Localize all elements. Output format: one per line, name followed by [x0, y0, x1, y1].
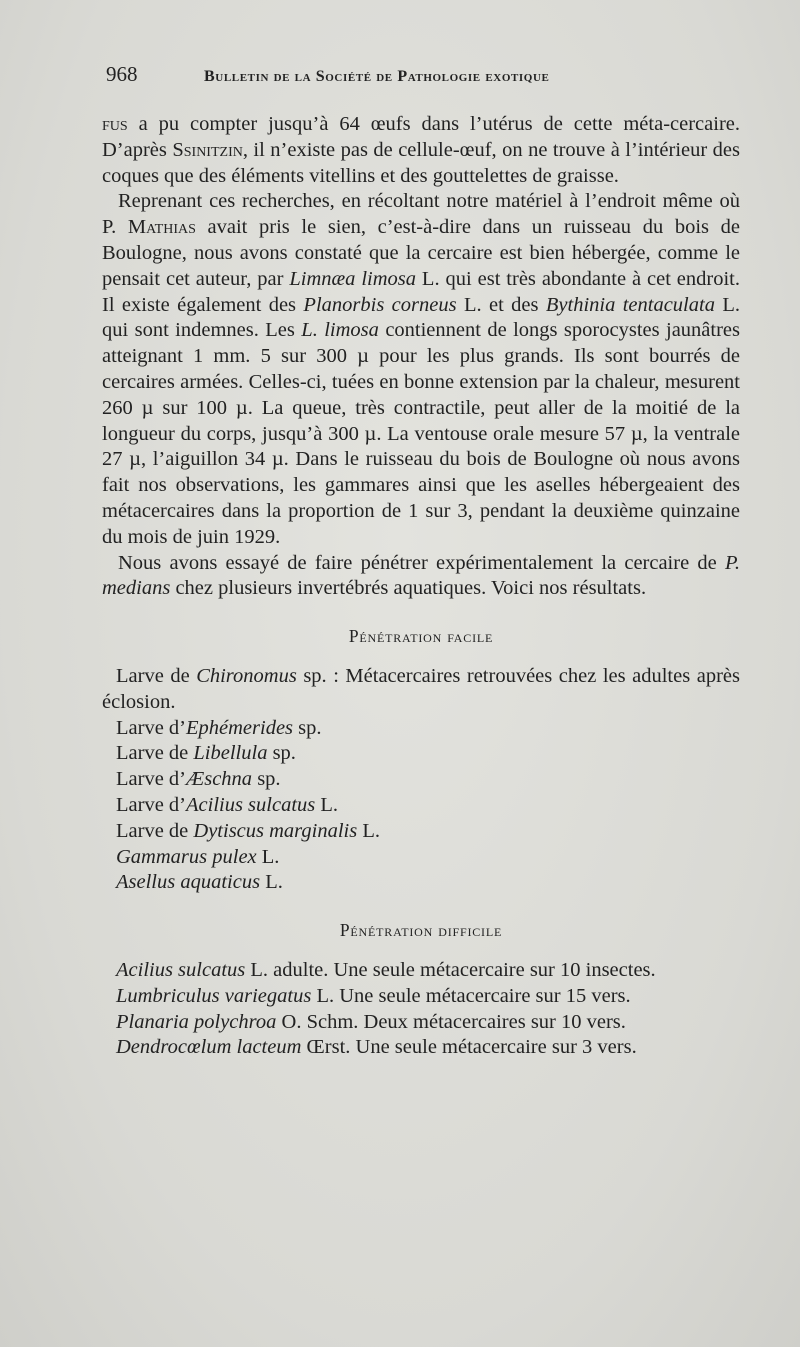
list-item: Larve de Libellula sp. — [116, 742, 296, 765]
list-item: Larve d’Ephémerides sp. — [116, 716, 322, 739]
list-item: Larve d’Æschna sp. — [116, 768, 281, 791]
running-title: Bulletin de la Société de Pathologie exotique — [204, 68, 550, 85]
list-difficile — [102, 958, 740, 1061]
list-item: Dendrocœlum lacteum Œrst. Une seule métacercaire sur 3 vers. — [116, 1036, 637, 1059]
list-item: Larve d’Acilius sulcatus L. — [116, 793, 339, 816]
section-heading-facile: Pénétration facile — [348, 626, 494, 647]
paragraph-1: fus a pu compter jusqu’à 64 œufs dans l’utérus de cette méta-cercaire. D’après Ssinitzin, il n’existe pas de cellule-œuf, on ne trouve à l’intérieur des coques que des éléments vitellins et des gouttelettes de graisse. — [102, 113, 740, 187]
section-heading-difficile: Pénétration difficile — [339, 920, 503, 941]
list-item: Acilius sulcatus L. adulte. Une seule métacercaire sur 10 insectes. — [116, 958, 656, 981]
article-body — [102, 112, 740, 1061]
page-number: 968 — [106, 62, 138, 86]
list-item: Gammarus pulex L. — [116, 845, 280, 868]
paragraph-2: Reprenant ces recherches, en récoltant notre matériel à l’endroit même où P. Mathias avait pris le sien, c’est-à-dire dans un ruisseau du bois de Boulogne, nous avons constaté que la cercaire est bien hébergée, comme le pensait cet auteur, par Limnæa limosa L. qui est très abondante à cet endroit. Il existe également des Planorbis corneus L. et des Bythinia tentaculata L. qui sont indemnes. Les L. limosa contiennent de longs sporocystes jaunâtres atteignant 1 mm. 5 sur 300 µ pour les plus grands. Ils sont bourrés de cercaires armées. Celles-ci, tuées en bonne extension par la chaleur, mesurent 260 µ sur 100 µ. La queue, très contractile, peut aller de la moitié de la longueur du corps, jusqu’à 300 µ. La ventouse orale mesure 57 µ, la ventrale 27 µ, l’aiguillon 34 µ. Dans le ruisseau du bois de Boulogne où nous avons fait nos observations, les gammares ainsi que les aselles hébergeaient des métacercaires dans la proportion de 1 sur 3, pendant la deuxième quinzaine du mois de juin 1929. — [102, 190, 741, 548]
list-facile — [102, 664, 740, 896]
list-item: Planaria polychroa O. Schm. Deux métacercaires sur 10 vers. — [116, 1010, 626, 1033]
list-item: Larve de Chironomus sp. : Métacercaires retrouvées chez les adultes après éclosion. — [102, 664, 740, 713]
list-item: Asellus aquaticus L. — [116, 871, 283, 894]
page-header — [106, 62, 666, 96]
list-item: Larve de Dytiscus marginalis L. — [116, 819, 380, 842]
list-item: Lumbriculus variegatus L. Une seule métacercaire sur 15 vers. — [116, 984, 631, 1007]
paragraph-3: Nous avons essayé de faire pénétrer expérimentalement la cercaire de P. medians chez plusieurs invertébrés aquatiques. Voici nos résultats. — [102, 551, 740, 600]
